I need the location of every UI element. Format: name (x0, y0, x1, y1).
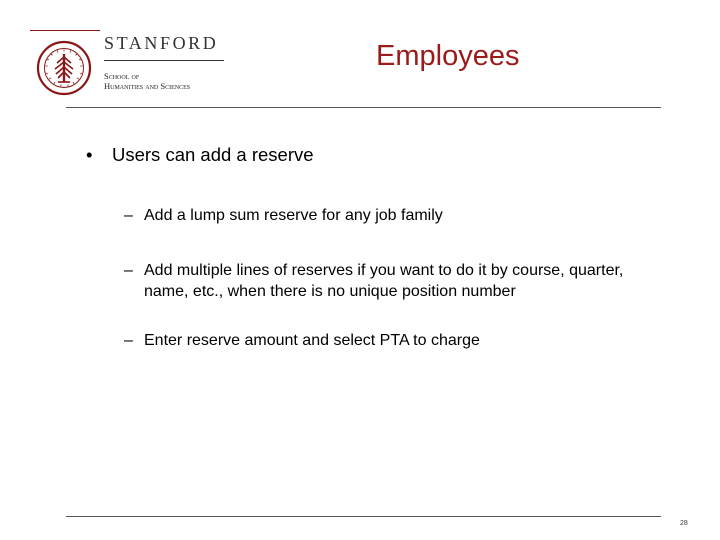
stanford-wordmark: STANFORD (104, 33, 219, 53)
school-wordmark (104, 33, 228, 93)
wordmark-rule (104, 60, 224, 61)
bullet-dot-icon: • (86, 144, 93, 165)
header-divider (66, 107, 661, 108)
sub-bullet-text: Add a lump sum reserve for any job family (144, 207, 443, 224)
slide-title: Employees (376, 40, 520, 72)
footer-divider (66, 516, 661, 517)
sub-bullet-text: Add multiple lines of reserves if you want to do it by course, quarter, name, etc., when there is no unique position number (144, 262, 624, 300)
main-bullet (86, 144, 314, 166)
sub-bullet (124, 205, 644, 226)
wordmark-line-2: Humanities and Sciences (104, 81, 191, 91)
wordmark-line-1: School of (104, 71, 140, 81)
main-bullet-text: Users can add a reserve (112, 144, 314, 165)
page-number: 28 (680, 520, 688, 527)
header-accent-rule (30, 30, 100, 31)
sub-bullet-text: Enter reserve amount and select PTA to charge (144, 332, 480, 349)
dash-icon: – (124, 332, 133, 349)
sub-bullet (124, 260, 644, 302)
dash-icon: – (124, 262, 133, 279)
stanford-seal-icon (36, 40, 92, 96)
dash-icon: – (124, 207, 133, 224)
sub-bullet (124, 330, 644, 351)
